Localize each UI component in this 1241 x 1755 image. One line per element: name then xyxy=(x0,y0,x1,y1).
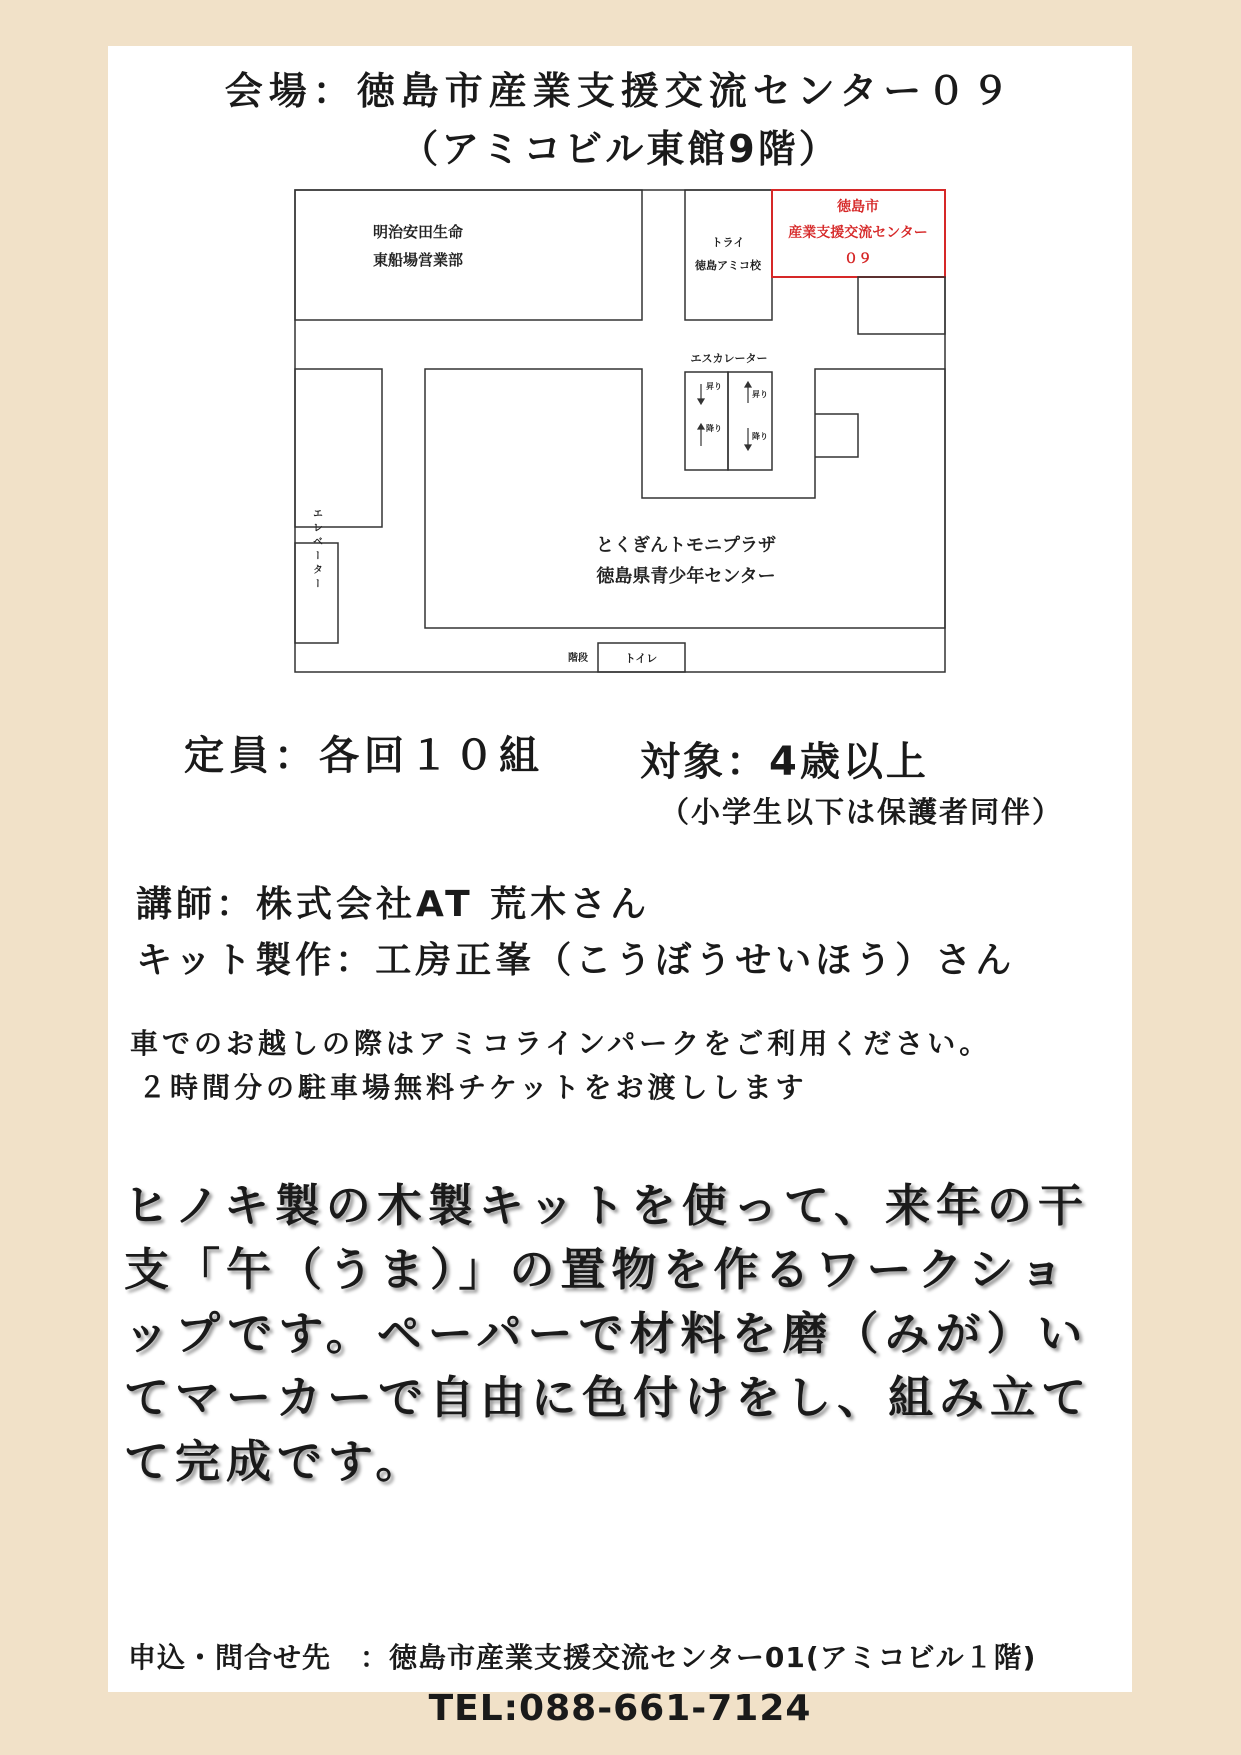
map-plaza-2: 徳島県青少年センター xyxy=(596,566,776,587)
guardian-note: （小学生以下は保護者同伴） xyxy=(660,795,1064,829)
map-elevator: エレベーター xyxy=(310,508,322,592)
map-down-left: 降り xyxy=(706,424,722,433)
description-line: てマーカーで自由に色付けをし、組み立て xyxy=(124,1371,1093,1424)
venue-title: 会場：徳島市産業支援交流センター０９ xyxy=(224,69,1016,113)
plaza-notch xyxy=(815,414,858,457)
description-line: ヒノキ製の木製キットを使って、来年の干 xyxy=(124,1179,1089,1232)
map-try-2: 徳島アミコ校 xyxy=(695,259,761,272)
contact-text: 申込・問合せ先 ：徳島市産業支援交流センター01(アミコビル１階) xyxy=(128,1641,1037,1674)
description-line: 支「午（うま）」の置物を作るワークショ xyxy=(124,1243,1070,1296)
target-age-text: 対象：4歳以上 xyxy=(640,739,929,785)
phone-number[interactable]: TEL:088-661-7124 xyxy=(428,1688,812,1729)
description-line: て完成です。 xyxy=(124,1435,427,1488)
flyer-sheet xyxy=(108,46,1132,1729)
map-plaza-1: とくぎんトモニプラザ xyxy=(596,535,776,556)
try-block xyxy=(685,190,772,320)
venue-subtitle: （アミコビル東館9階） xyxy=(400,127,840,171)
map-escalator: エスカレーター xyxy=(690,352,768,365)
map-try-1: トライ xyxy=(711,236,745,249)
map-center-2: 産業支援交流センター xyxy=(788,225,928,241)
kit-maker-text: キット製作：工房正峯（こうぼうせいほう）さん xyxy=(136,940,1016,981)
floor-map xyxy=(108,46,1132,726)
map-meiji-2: 東船場営業部 xyxy=(372,251,464,269)
capacity-text: 定員：各回１０組 xyxy=(184,733,544,779)
instructor-text: 講師：株式会社AT 荒木さん xyxy=(136,884,651,925)
map-toilet: トイレ xyxy=(624,652,658,665)
description-line: ップです。ペーパーで材料を磨（みが）い xyxy=(124,1307,1089,1360)
workshop-description xyxy=(124,1174,1104,1494)
right-small-block xyxy=(858,277,945,334)
map-down-right: 降り xyxy=(752,432,768,441)
map-up-right: 昇り xyxy=(752,390,768,399)
map-center-1: 徳島市 xyxy=(837,199,879,215)
left-middle-block xyxy=(295,369,382,527)
map-stairs: 階段 xyxy=(568,653,588,664)
parking-note-1: 車でのお越しの際はアミコラインパークをご利用ください。 xyxy=(130,1027,992,1060)
parking-note-2: ２時間分の駐車場無料チケットをお渡しします xyxy=(138,1071,808,1104)
map-meiji-1: 明治安田生命 xyxy=(372,223,464,241)
map-center-3: ０９ xyxy=(844,251,872,267)
meiji-block xyxy=(295,190,642,320)
map-up-left: 昇り xyxy=(706,382,722,391)
